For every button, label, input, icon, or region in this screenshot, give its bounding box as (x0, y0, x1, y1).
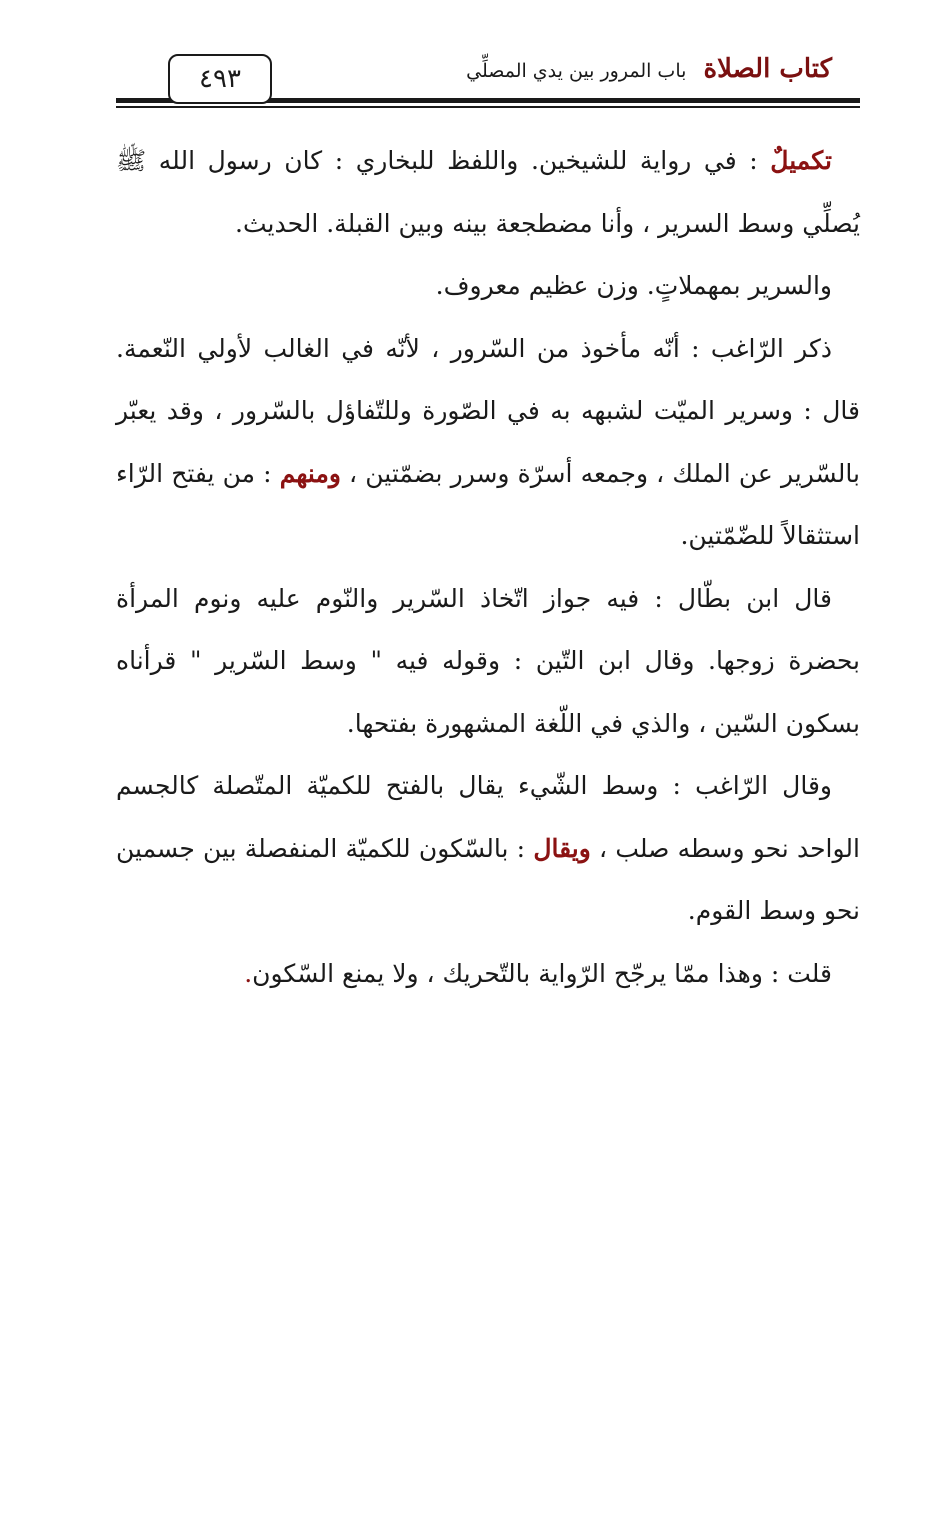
paragraph-ibn-battal (116, 568, 860, 756)
paragraph-sarir (116, 255, 860, 318)
takmil-heading: تكميلٌ (770, 146, 832, 175)
running-title (466, 54, 832, 84)
paragraph-text: قلت : وهذا ممّا يرجّح الرّواية بالتّحريك ، ولا يمنع السّكون (252, 958, 832, 988)
page-body (116, 130, 860, 1005)
paragraph-text: : من يفتح الرّاء استثقالاً للضّمّتين. (116, 458, 860, 550)
chapter-title: باب المرور بين يدي المصلِّي (466, 60, 687, 82)
page-header (116, 50, 860, 110)
paragraph-qultu (116, 943, 860, 1006)
paragraph-text: والسرير بمهملاتٍ. وزن عظيم معروف. (435, 271, 832, 300)
paragraph-takmil (116, 130, 860, 255)
highlight-keyword: ويقال (533, 833, 591, 863)
paragraph-text: : في رواية للشيخين. واللفظ للبخاري : كان رسول الله ﷺ يُصلِّي وسط السرير ، وأنا مضطجعة بينه وبين القبلة. الحديث. (116, 146, 860, 238)
end-mark: . (244, 958, 253, 988)
book-title: كتاب الصلاة (703, 54, 832, 84)
highlight-keyword: ومنهم (279, 458, 341, 488)
paragraph-text: : بالسّكون للكميّة المنفصلة بين جسمين نحو وسط القوم. (116, 833, 860, 925)
paragraph-raghib-wasat (116, 755, 860, 943)
paragraph-raghib-surur (116, 318, 860, 568)
paragraph-text: ذكر الرّاغب : أنّه مأخوذ من السّرور ، لأنّه في الغالب لأولي النّعمة. قال : وسرير الميّت لشبهه به في الصّورة وللتّفاؤل بالسّرور ، وقد يعبّر بالسّرير عن الملك ، وجمعه أسرّة وسرر بضمّتين ، (116, 333, 860, 488)
page-number: ٤٩٣ (168, 54, 272, 104)
paragraph-text: قال ابن بطّال : فيه جواز اتّخاذ السّرير والنّوم عليه ونوم المرأة بحضرة زوجها. وقال ابن التّين : وقوله فيه " وسط السّرير " قرأناه بسكون السّين ، والذي في اللّغة المشهورة بفتحها. (116, 583, 860, 738)
paragraph-text: وقال الرّاغب : وسط الشّيء يقال بالفتح للكميّة المتّصلة كالجسم الواحد نحو وسطه صلب ، (116, 771, 860, 863)
header-rule-thin (116, 106, 860, 108)
